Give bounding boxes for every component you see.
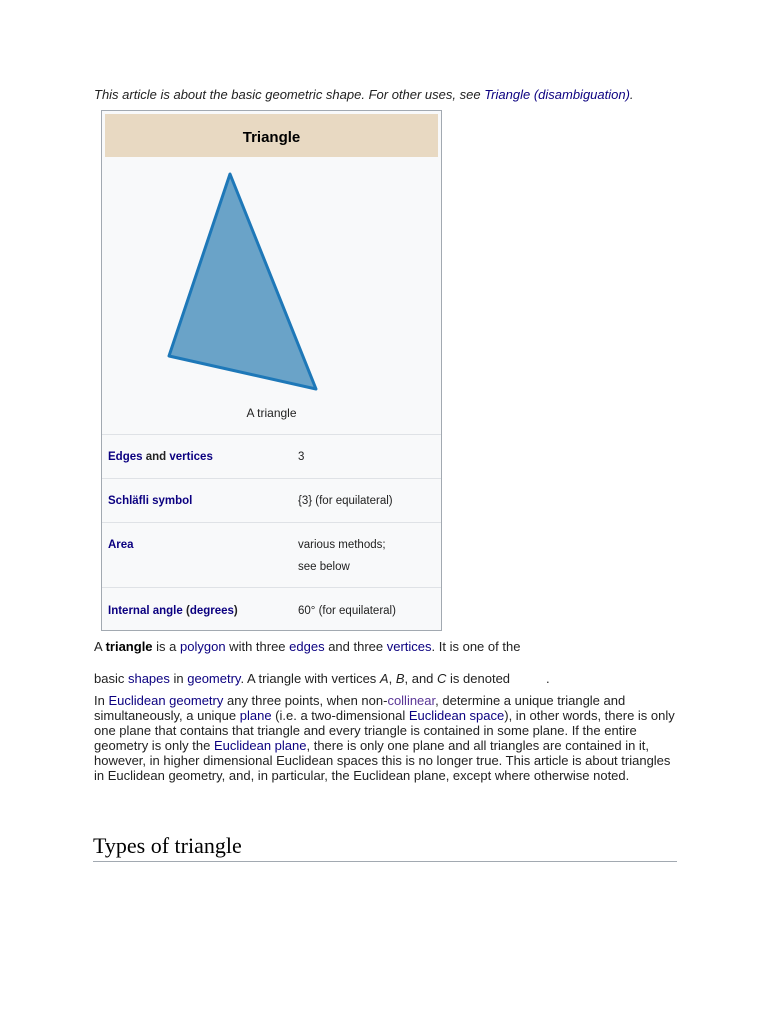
infobox-divider <box>102 522 441 523</box>
intro-line-1: A triangle is a polygon with three edges and three vertices. It is one of the <box>94 639 521 654</box>
geometry-link[interactable]: geometry <box>187 671 241 686</box>
infobox-divider <box>102 434 441 435</box>
term-triangle: triangle <box>105 639 153 654</box>
disambiguation-link[interactable]: Triangle (disambiguation) <box>484 87 630 102</box>
edges-link[interactable]: Edges <box>108 451 143 463</box>
infobox: Triangle A triangle Edges and vertices 3 Schläfli symbol {3} (for equilateral) Area various methods; see below Internal angle (degrees) 60° (for equilateral) <box>101 110 442 631</box>
vertices-link[interactable]: vertices <box>169 451 213 463</box>
intro-line-2: basic shapes in geometry. A triangle with vertices A, B, and C is denoted . <box>94 671 550 686</box>
edges-text-link[interactable]: edges <box>289 639 325 654</box>
edges-value: 3 <box>298 451 305 463</box>
triangle-shape <box>169 174 316 389</box>
infobox-divider <box>102 478 441 479</box>
internal-angle-link[interactable]: Internal angle <box>108 605 183 617</box>
collinear-link[interactable]: collinear <box>387 693 436 708</box>
row-label: Edges and vertices <box>108 451 213 463</box>
see-below-link[interactable]: see below <box>298 561 350 573</box>
area-link[interactable]: Area <box>108 539 134 551</box>
euclidean-plane-link[interactable]: Euclidean plane <box>213 738 307 753</box>
plane-link[interactable]: plane <box>239 708 272 723</box>
hatnote-text: This article is about the basic geometric shape. For other uses, see <box>94 87 485 102</box>
euclidean-geometry-link[interactable]: Euclidean geometry <box>108 693 224 708</box>
infobox-caption: A triangle <box>246 406 297 420</box>
infobox-divider <box>102 587 441 588</box>
hatnote <box>94 87 634 102</box>
triangle-image[interactable] <box>162 166 382 396</box>
angle-value: 60° (for equilateral) <box>298 605 396 617</box>
infobox-title: Triangle <box>105 114 438 157</box>
shapes-link[interactable]: shapes <box>127 671 170 686</box>
hatnote-suffix: . <box>629 87 634 102</box>
schlafli-value: {3} (for equilateral) <box>298 495 393 507</box>
euclidean-paragraph: In Euclidean geometry any three points, when non-collinear, determine a unique triangle and simultaneously, a unique plane (i.e. a two-dimensional Euclidean space), in other words, there is only one plane that contains that triangle and every triangle is contained in some plane. If the entire geometry is only the Euclidean plane, there is only one plane and all triangles are contained in it, however, in higher dimensional Euclidean spaces this is no longer true. This article is about triangles in Euclidean geometry, and, in particular, the Euclidean plane, except where otherwise noted. <box>94 693 675 783</box>
schlafli-link[interactable]: Schläfli symbol <box>108 495 193 507</box>
polygon-link[interactable]: polygon <box>180 639 226 654</box>
vertices-text-link[interactable]: vertices <box>386 639 432 654</box>
degrees-link[interactable]: degrees <box>189 605 234 617</box>
section-heading-types: Types of triangle <box>93 833 677 862</box>
euclidean-space-link[interactable]: Euclidean space <box>408 708 505 723</box>
area-value: various methods; <box>298 539 386 551</box>
